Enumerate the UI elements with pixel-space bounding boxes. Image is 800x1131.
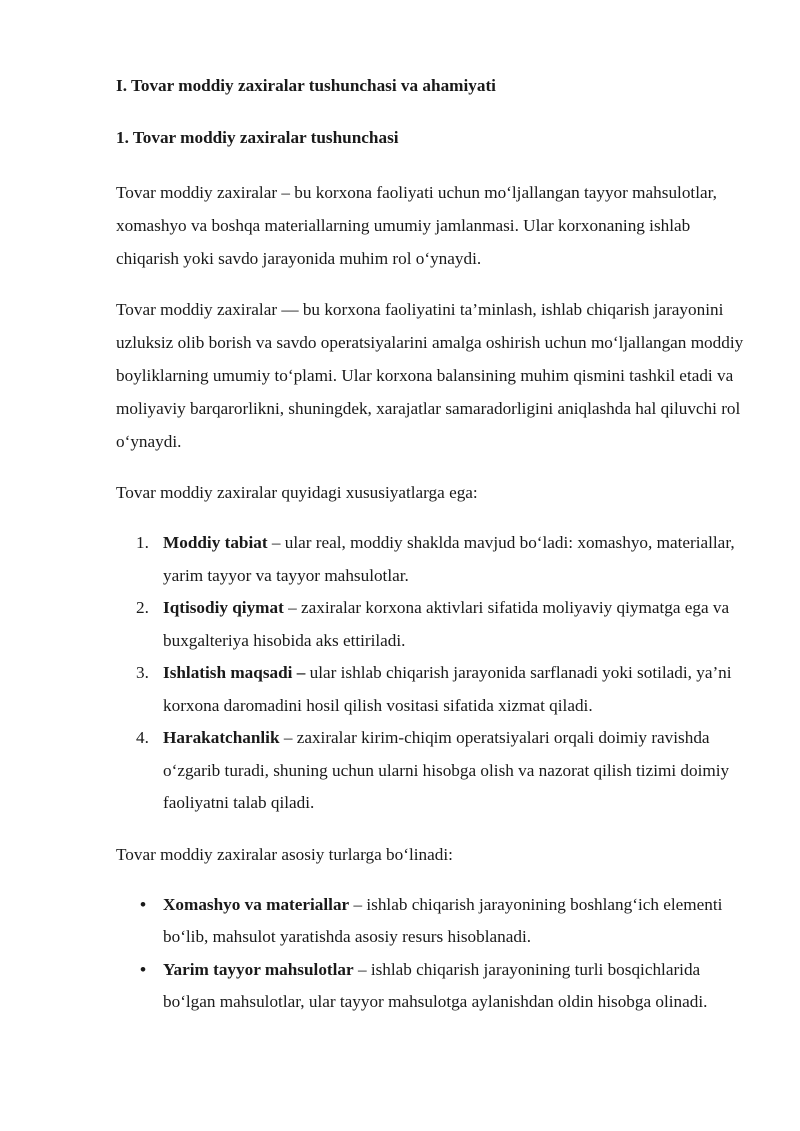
list-item-term: Harakatchanlik xyxy=(163,728,280,747)
list-item-term: Moddiy tabiat xyxy=(163,533,268,552)
list-item-text: – ishlab chiqarish jarayonining boshlang‘ich elementi bo‘lib, mahsulot yaratishda asosiy resurs hisoblanadi. xyxy=(163,894,723,946)
properties-numbered-list xyxy=(116,527,756,820)
list-item xyxy=(116,889,756,954)
list-item-term: Xomashyo va materiallar xyxy=(163,894,350,914)
bullet-icon: • xyxy=(140,959,147,979)
list-number: 4. xyxy=(136,728,149,747)
list-number: 3. xyxy=(136,663,149,682)
list-item-term: Iqtisodiy qiymat xyxy=(163,598,284,617)
list-item-text: – ishlab chiqarish jarayonining turli bosqichlarida bo‘lgan mahsulotlar, ular tayyor mahsulotga aylanishdan oldin hisobga olinadi. xyxy=(163,959,708,1011)
list-item xyxy=(116,722,756,820)
list-item-text: ular ishlab chiqarish jarayonida sarflanadi yoki sotiladi, ya’ni korxona daromadini hosil qilish vositasi sifatida xizmat qiladi. xyxy=(163,663,732,715)
list-item xyxy=(116,657,756,722)
list-number: 2. xyxy=(136,598,149,617)
list-item-term: Ishlatish maqsadi – xyxy=(163,663,306,682)
paragraph-types-intro: Tovar moddiy zaxiralar asosiy turlarga bo‘linadi: xyxy=(116,844,453,864)
list-item-text: – zaxiralar korxona aktivlari sifatida moliyaviy qiymatga ega va buxgalteriya hisobida aks ettiriladi. xyxy=(163,598,730,650)
list-item-text: – ular real, moddiy shaklda mavjud bo‘ladi: xomashyo, materiallar, yarim tayyor va tayyor mahsulotlar. xyxy=(163,533,735,585)
section-heading: I. Tovar moddiy zaxiralar tushunchasi va ahamiyati xyxy=(116,76,496,95)
list-item xyxy=(116,954,756,1019)
paragraph-extended-definition: Tovar moddiy zaxiralar — bu korxona faoliyatini ta’minlash, ishlab chiqarish jarayonini uzluksiz olib borish va savdo operatsiyalarini amalga oshirish uchun mo‘ljallangan moddiy boyliklarning umumiy to‘plami. Ular korxona balansining muhim qismini tashkil etadi va moliyaviy barqarorlikni, shuningdek, xarajatlar samaradorligini aniqlashda hal qiluvchi rol o‘ynaydi. xyxy=(116,300,744,451)
list-item-text: – zaxiralar kirim-chiqim operatsiyalari orqali doimiy ravishda o‘zgarib turadi, shuning uchun ularni hisobga olish va nazorat qilish tizimi doimiy faoliyatni talab qiladi. xyxy=(163,728,730,812)
paragraph-definition: Tovar moddiy zaxiralar – bu korxona faoliyati uchun mo‘ljallangan tayyor mahsulotlar, xomashyo va boshqa materiallarning umumiy jamlanmasi. Ular korxonaning ishlab chiqarish yoki savdo jarayonida muhim rol o‘ynaydi. xyxy=(116,183,717,268)
list-item xyxy=(116,527,756,592)
paragraph-properties-intro: Tovar moddiy zaxiralar quyidagi xususiyatlarga ega: xyxy=(116,483,478,502)
list-item-term: Yarim tayyor mahsulotlar xyxy=(163,959,354,979)
types-bullet-list xyxy=(116,889,756,1019)
bullet-icon: • xyxy=(140,894,147,914)
subsection-heading: 1. Tovar moddiy zaxiralar tushunchasi xyxy=(116,128,399,147)
list-item xyxy=(116,592,756,657)
list-number: 1. xyxy=(136,533,149,552)
document-page xyxy=(116,74,756,1037)
